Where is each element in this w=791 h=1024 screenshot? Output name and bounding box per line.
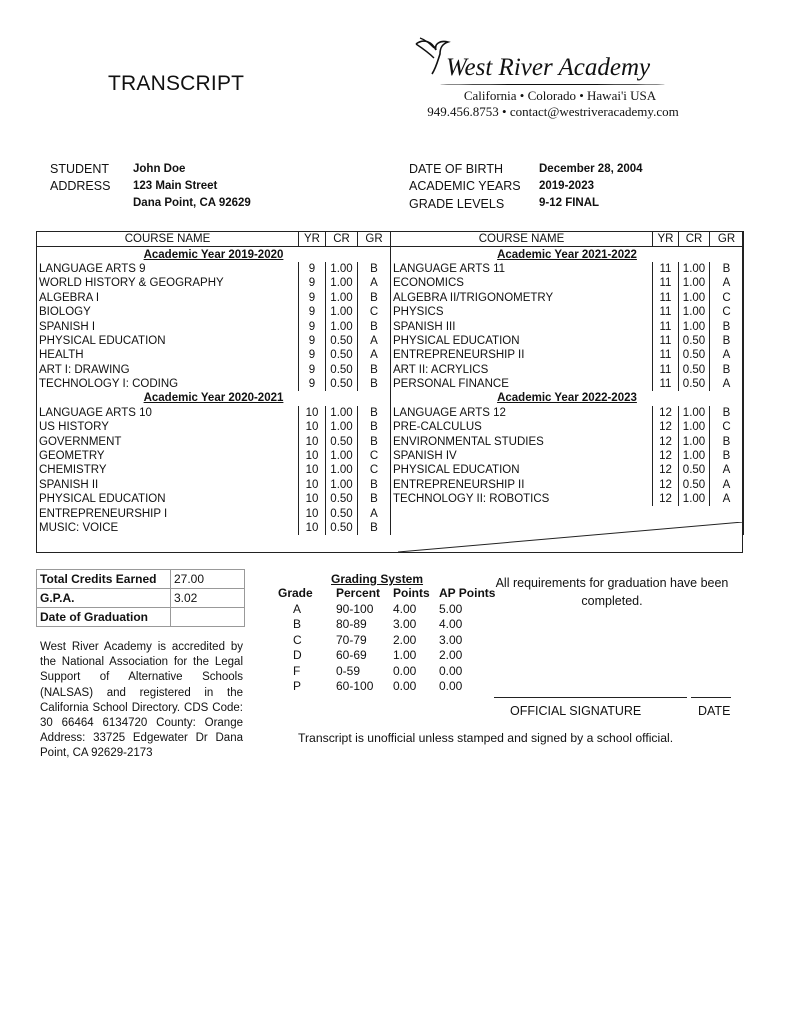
course-credits: 1.00	[326, 478, 358, 492]
course-credits: 0.50	[326, 377, 358, 391]
course-year: 10	[299, 506, 326, 520]
academic-year-heading: Academic Year 2021-2022	[391, 247, 744, 262]
course-credits: 0.50	[326, 363, 358, 377]
course-grade: B	[710, 319, 744, 333]
grade-levels-value: 9-12 FINAL	[539, 197, 600, 209]
empty-cell-diagonal	[398, 522, 743, 553]
course-name: ENVIRONMENTAL STUDIES	[391, 434, 653, 448]
grade-points: 3.00	[393, 617, 417, 632]
year-heading-row	[37, 247, 744, 262]
signature-line	[494, 697, 687, 698]
grade-letter: D	[293, 648, 302, 663]
course-name: LANGUAGE ARTS 12	[391, 406, 653, 420]
total-credits-value: 27.00	[171, 570, 245, 589]
course-year: 11	[653, 276, 679, 290]
course-name: PHYSICAL EDUCATION	[391, 334, 653, 348]
unofficial-note: Transcript is unofficial unless stamped and signed by a school official.	[298, 731, 674, 745]
school-logo	[410, 34, 700, 124]
course-credits: 0.50	[326, 348, 358, 362]
grade-ap-points: 4.00	[439, 617, 463, 632]
points-col-header: Points	[393, 586, 430, 601]
address-label: ADDRESS	[50, 179, 111, 193]
course-grade: C	[358, 463, 391, 477]
course-grade: B	[358, 262, 391, 276]
course-name: SPANISH I	[37, 319, 299, 333]
school-locations: California • Colorado • Hawai'i USA	[463, 88, 657, 103]
table-row	[37, 377, 744, 391]
course-credits: 0.50	[326, 521, 358, 535]
course-name: SPANISH III	[391, 319, 653, 333]
course-grade: A	[358, 334, 391, 348]
course-credits: 1.00	[679, 420, 710, 434]
course-name: PHYSICS	[391, 305, 653, 319]
table-row	[37, 348, 744, 362]
graduation-date-label: Date of Graduation	[37, 608, 171, 627]
course-credits: 0.50	[326, 334, 358, 348]
grading-system-table	[278, 586, 495, 695]
grading-row	[278, 664, 495, 680]
grade-points: 2.00	[393, 632, 417, 647]
course-grade: B	[358, 434, 391, 448]
date-line	[691, 697, 731, 698]
course-name: HEALTH	[37, 348, 299, 362]
course-grade: B	[710, 434, 744, 448]
ap-points-col-header: AP Points	[439, 586, 496, 601]
course-credits: 0.50	[326, 434, 358, 448]
course-grade: B	[358, 319, 391, 333]
dob-value: December 28, 2004	[539, 163, 643, 175]
school-name: West River Academy	[446, 54, 651, 81]
grade-levels-label: GRADE LEVELS	[409, 197, 505, 211]
course-year: 12	[653, 434, 679, 448]
course-credits: 1.00	[679, 492, 710, 506]
course-grade: B	[710, 262, 744, 276]
table-row	[37, 319, 744, 333]
course-name: ENTREPRENEURSHIP I	[37, 506, 299, 520]
date-label: DATE	[698, 704, 731, 718]
course-credits: 0.50	[326, 506, 358, 520]
signature-label: OFFICIAL SIGNATURE	[510, 704, 642, 718]
course-credits: 1.00	[326, 406, 358, 420]
course-year: 9	[299, 377, 326, 391]
grade-ap-points: 3.00	[439, 632, 463, 647]
grade-ap-points: 0.00	[439, 679, 463, 694]
course-year: 12	[653, 463, 679, 477]
course-year: 10	[299, 463, 326, 477]
grading-row	[278, 633, 495, 649]
gr-header: GR	[710, 232, 744, 247]
course-credits: 1.00	[679, 291, 710, 305]
grade-percent: 80-89	[336, 617, 367, 632]
course-name: PHYSICAL EDUCATION	[37, 334, 299, 348]
course-grade: B	[358, 478, 391, 492]
academic-years-value: 2019-2023	[539, 180, 594, 192]
course-year: 11	[653, 262, 679, 276]
address-line2: Dana Point, CA 92629	[133, 197, 251, 209]
course-grade: A	[358, 348, 391, 362]
course-year: 9	[299, 276, 326, 290]
course-year: 9	[299, 363, 326, 377]
course-year: 9	[299, 319, 326, 333]
course-name: ART I: DRAWING	[37, 363, 299, 377]
course-name: GOVERNMENT	[37, 434, 299, 448]
table-header-row	[37, 232, 744, 247]
course-year: 10	[299, 478, 326, 492]
course-year: 12	[653, 406, 679, 420]
cr-header: CR	[326, 232, 358, 247]
course-grade: B	[358, 377, 391, 391]
course-year: 9	[299, 291, 326, 305]
course-name: GEOMETRY	[37, 449, 299, 463]
grade-points: 1.00	[393, 648, 417, 663]
course-credits: 1.00	[326, 319, 358, 333]
academic-years-label: ACADEMIC YEARS	[409, 179, 521, 193]
grade-letter: C	[293, 632, 302, 647]
course-grade: B	[358, 363, 391, 377]
grade-ap-points: 5.00	[439, 601, 463, 616]
table-row	[37, 363, 744, 377]
academic-year-heading: Academic Year 2020-2021	[37, 391, 391, 405]
course-year: 12	[653, 492, 679, 506]
grade-percent: 90-100	[336, 601, 374, 616]
course-name: ALGEBRA I	[37, 291, 299, 305]
course-credits: 0.50	[679, 334, 710, 348]
summary-table	[36, 569, 245, 627]
course-name: ALGEBRA II/TRIGONOMETRY	[391, 291, 653, 305]
course-grade: A	[710, 492, 744, 506]
course-grade: C	[710, 305, 744, 319]
course-grade: B	[358, 521, 391, 535]
graduation-requirements-note: All requirements for graduation have been completed.	[495, 576, 729, 608]
year-heading-row	[37, 391, 744, 405]
dob-label: DATE OF BIRTH	[409, 162, 503, 176]
grade-points: 0.00	[393, 679, 417, 694]
course-name: CHEMISTRY	[37, 463, 299, 477]
course-credits: 0.50	[679, 377, 710, 391]
course-credits: 1.00	[679, 305, 710, 319]
course-name: SPANISH II	[37, 478, 299, 492]
grading-row	[278, 617, 495, 633]
cr-header: CR	[679, 232, 710, 247]
grade-letter: B	[293, 617, 302, 632]
table-row	[37, 589, 245, 608]
course-credits: 1.00	[326, 262, 358, 276]
table-row	[37, 492, 744, 506]
student-label: STUDENT	[50, 162, 110, 176]
table-row	[37, 420, 744, 434]
course-year: 10	[299, 434, 326, 448]
course-grade: B	[358, 492, 391, 506]
gpa-value: 3.02	[171, 589, 245, 608]
course-year: 11	[653, 334, 679, 348]
grade-points: 0.00	[393, 663, 417, 678]
table-row	[37, 291, 744, 305]
course-year: 11	[653, 348, 679, 362]
course-year: 11	[653, 377, 679, 391]
course-credits: 1.00	[326, 291, 358, 305]
course-name: MUSIC: VOICE	[37, 521, 299, 535]
course-credits: 0.50	[326, 492, 358, 506]
course-year: 10	[299, 521, 326, 535]
grade-percent: 60-69	[336, 648, 367, 663]
course-credits: 1.00	[679, 449, 710, 463]
graduation-date-value	[171, 608, 245, 627]
course-grade: B	[358, 420, 391, 434]
course-year: 10	[299, 420, 326, 434]
course-year: 12	[653, 420, 679, 434]
course-grade: A	[358, 506, 391, 520]
course-name: PERSONAL FINANCE	[391, 377, 653, 391]
course-credits: 1.00	[326, 463, 358, 477]
course-grade: B	[710, 334, 744, 348]
grade-letter: F	[293, 663, 301, 678]
grade-letter: A	[293, 601, 302, 616]
grading-system-title: Grading System	[331, 572, 424, 586]
course-year: 9	[299, 334, 326, 348]
table-row	[37, 608, 245, 627]
course-name: LANGUAGE ARTS 11	[391, 262, 653, 276]
transcript-table	[36, 231, 744, 535]
course-name: PHYSICAL EDUCATION	[391, 463, 653, 477]
gr-header: GR	[358, 232, 391, 247]
course-grade: B	[710, 406, 744, 420]
grade-percent: 0-59	[336, 663, 361, 678]
course-grade: A	[710, 276, 744, 290]
course-year: 10	[299, 449, 326, 463]
course-name: ENTREPRENEURSHIP II	[391, 478, 653, 492]
accreditation-text: West River Academy is accredited by the National Association for the Legal Support of Alternative Schools (NALSAS) and registered in the California School Directory. CDS Code: 30 66464 6134720 County: Orange Address: 33725 Edgewater Dr Dana Point, CA 92629-2173	[40, 641, 243, 760]
table-row	[37, 305, 744, 319]
grading-row	[278, 679, 495, 695]
course-grade: B	[710, 449, 744, 463]
table-row	[37, 262, 744, 276]
course-grade: C	[358, 305, 391, 319]
course-credits: 1.00	[679, 434, 710, 448]
academic-year-heading: Academic Year 2022-2023	[391, 391, 744, 405]
school-contact: 949.456.8753 • contact@westriveracademy.com	[427, 104, 679, 119]
course-year: 9	[299, 262, 326, 276]
course-credits: 1.00	[326, 449, 358, 463]
grade-percent: 70-79	[336, 632, 367, 647]
grade-percent: 60-100	[336, 679, 374, 694]
course-name: PHYSICAL EDUCATION	[37, 492, 299, 506]
percent-col-header: Percent	[336, 586, 381, 601]
course-name: US HISTORY	[37, 420, 299, 434]
course-credits: 1.00	[326, 420, 358, 434]
table-row	[37, 463, 744, 477]
course-grade: C	[710, 291, 744, 305]
course-credits: 0.50	[679, 463, 710, 477]
course-year: 12	[653, 449, 679, 463]
course-year: 11	[653, 363, 679, 377]
course-name: LANGUAGE ARTS 9	[37, 262, 299, 276]
course-year: 11	[653, 319, 679, 333]
course-name: TECHNOLOGY I: CODING	[37, 377, 299, 391]
grading-row	[278, 648, 495, 664]
course-grade: B	[358, 291, 391, 305]
course-grade: B	[710, 363, 744, 377]
grade-points: 4.00	[393, 601, 417, 616]
course-name: ECONOMICS	[391, 276, 653, 290]
course-grade: C	[710, 420, 744, 434]
course-year: 10	[299, 492, 326, 506]
course-credits: 1.00	[326, 276, 358, 290]
address-line1: 123 Main Street	[133, 180, 218, 192]
total-credits-label: Total Credits Earned	[37, 570, 171, 589]
document-title: TRANSCRIPT	[108, 72, 245, 95]
table-row	[37, 406, 744, 420]
course-credits: 0.50	[679, 348, 710, 362]
course-name: ENTREPRENEURSHIP II	[391, 348, 653, 362]
course-name: PRE-CALCULUS	[391, 420, 653, 434]
grade-ap-points: 2.00	[439, 648, 463, 663]
course-credits: 1.00	[679, 406, 710, 420]
course-year: 11	[653, 291, 679, 305]
course-name: LANGUAGE ARTS 10	[37, 406, 299, 420]
empty-cell	[391, 506, 744, 520]
course-year: 12	[653, 478, 679, 492]
academic-year-heading: Academic Year 2019-2020	[37, 247, 391, 262]
course-name: TECHNOLOGY II: ROBOTICS	[391, 492, 653, 506]
table-row	[37, 434, 744, 448]
course-credits: 0.50	[679, 363, 710, 377]
course-credits: 1.00	[326, 305, 358, 319]
course-year: 9	[299, 348, 326, 362]
course-name: ART II: ACRYLICS	[391, 363, 653, 377]
course-credits: 1.00	[679, 319, 710, 333]
table-row	[37, 334, 744, 348]
grade-letter: P	[293, 679, 302, 694]
course-credits: 1.00	[679, 276, 710, 290]
course-grade: A	[710, 377, 744, 391]
course-grade: A	[358, 276, 391, 290]
course-credits: 0.50	[679, 478, 710, 492]
course-grade: A	[710, 463, 744, 477]
yr-header: YR	[299, 232, 326, 247]
course-grade: C	[358, 449, 391, 463]
table-row	[37, 478, 744, 492]
table-row	[37, 570, 245, 589]
grade-ap-points: 0.00	[439, 663, 463, 678]
course-grade: B	[358, 406, 391, 420]
gpa-label: G.P.A.	[37, 589, 171, 608]
course-year: 11	[653, 305, 679, 319]
course-year: 9	[299, 305, 326, 319]
yr-header: YR	[653, 232, 679, 247]
course-grade: A	[710, 478, 744, 492]
grading-row	[278, 602, 495, 618]
table-row	[37, 506, 744, 520]
table-row	[37, 276, 744, 290]
course-credits: 1.00	[679, 262, 710, 276]
logo-underline	[440, 84, 665, 85]
course-name: WORLD HISTORY & GEOGRAPHY	[37, 276, 299, 290]
grading-header-row	[278, 586, 495, 602]
grade-col-header: Grade	[278, 586, 313, 601]
course-name: BIOLOGY	[37, 305, 299, 319]
course-name-header: COURSE NAME	[391, 232, 653, 247]
student-name: John Doe	[133, 163, 186, 175]
course-name-header: COURSE NAME	[37, 232, 299, 247]
course-name: SPANISH IV	[391, 449, 653, 463]
course-year: 10	[299, 406, 326, 420]
table-row	[37, 449, 744, 463]
course-grade: A	[710, 348, 744, 362]
